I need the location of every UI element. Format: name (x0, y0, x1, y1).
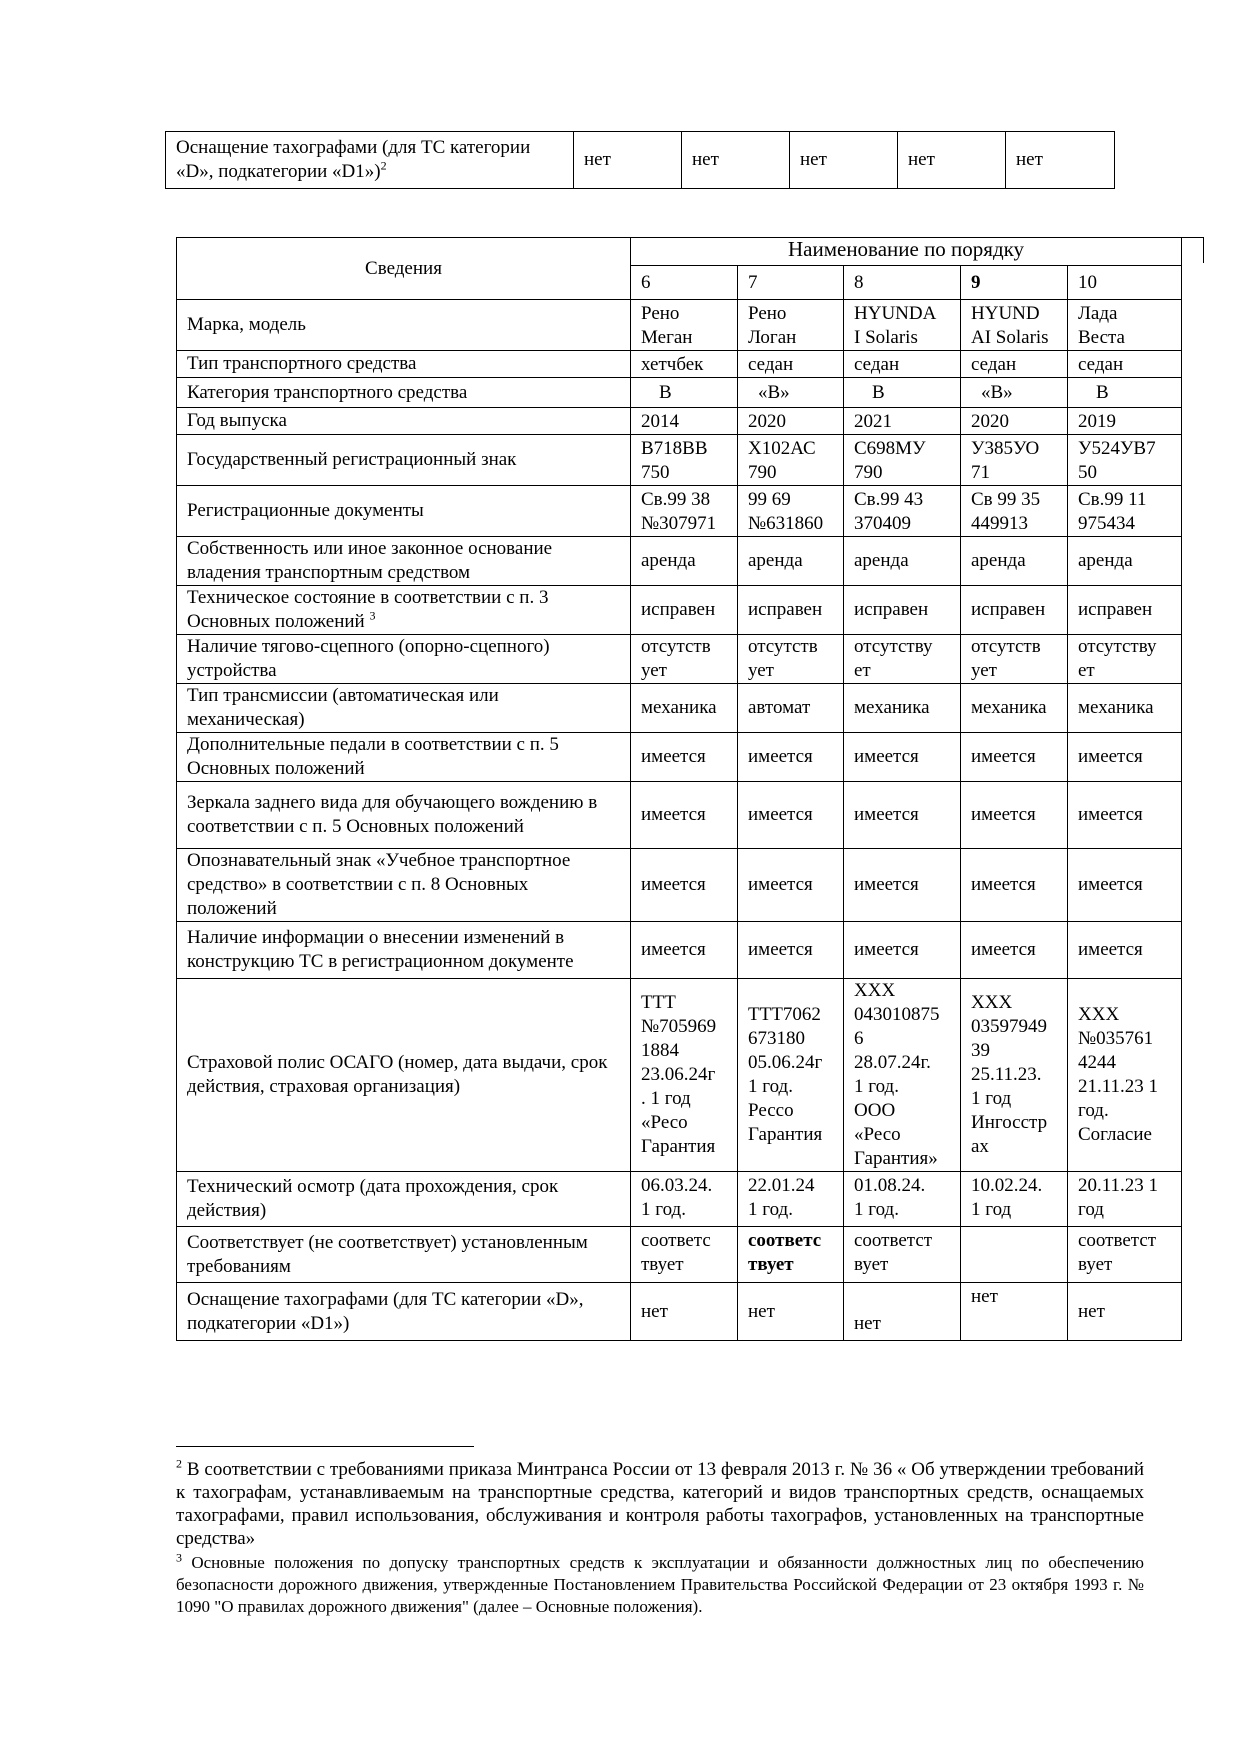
column-number: 8 (844, 266, 961, 300)
table-row (177, 408, 1182, 435)
value-cell (961, 1172, 1068, 1227)
value-text: ТТТ №705969 1884 23.06.24г . 1 год «Ресо Гарантия (641, 992, 717, 1157)
value-cell (738, 782, 844, 849)
row-label-text: Соответствует (не соответствует) установленным требованиям (187, 1231, 588, 1277)
value-text: аренда (641, 550, 696, 571)
value-text: имеется (854, 874, 919, 895)
value-cell (1068, 300, 1182, 351)
row-label-text: Оснащение тахографами (для ТС категории «D», подкатегории «D1») (187, 1288, 584, 1334)
value-cell (844, 1227, 961, 1283)
value-cell (844, 849, 961, 922)
value-text: седан (1078, 354, 1124, 375)
value-cell (738, 408, 844, 435)
table-border-overhang (1181, 237, 1204, 238)
value-text: имеется (748, 939, 813, 960)
value-cell (1068, 782, 1182, 849)
value-cell (961, 351, 1068, 378)
value-text: механика (854, 697, 930, 718)
footnote-text: Основные положения по допуску транспортных средств к эксплуатации и обязанности должностных лиц по обеспечению безопасности дорожного движения, утвержденные Постановлением Правительства Российской Федерации от 23 октября 1993 г. № 1090 "О правилах дорожного движения" (далее – Основные положения). (176, 1553, 1144, 1616)
row-label (177, 635, 631, 684)
value-text: отсутств ует (641, 636, 711, 681)
value-text: нет (748, 1300, 775, 1322)
footnote-ref: 3 (369, 608, 376, 623)
value-cell (961, 1227, 1068, 1283)
value-cell (961, 300, 1068, 351)
footnote-mark: 3 (176, 1550, 182, 1565)
value-cell (738, 1283, 844, 1341)
value-cell (631, 435, 738, 486)
table-row (177, 537, 1182, 586)
value-cell (1068, 733, 1182, 782)
column-number: 6 (631, 266, 738, 300)
value-text: Св.99 11 975434 (1078, 489, 1147, 534)
table-row (177, 586, 1182, 635)
value-cell (738, 300, 844, 351)
value-text: седан (854, 354, 900, 375)
value-cell (631, 782, 738, 849)
row-label (177, 1227, 631, 1283)
row-label (177, 922, 631, 979)
value-text: 22.01.24 1 год. (748, 1175, 815, 1220)
table-row (177, 1227, 1182, 1283)
value-text: ХХХ 043010875 6 28.07.24г. 1 год. ООО «Ресо Гарантия» (854, 980, 940, 1169)
value-cell (961, 486, 1068, 537)
value-cell: нет (1006, 132, 1115, 189)
value-text: имеется (1078, 804, 1143, 825)
row-label (177, 351, 631, 378)
value-cell (961, 635, 1068, 684)
value-cell (1068, 351, 1182, 378)
value-cell (844, 486, 961, 537)
footnote-ref: 2 (380, 158, 387, 173)
value-cell (738, 537, 844, 586)
value-text: исправен (641, 599, 716, 620)
group-header (631, 238, 1182, 266)
value-cell (1068, 979, 1182, 1172)
value-cell (844, 635, 961, 684)
value-text: Рено Логан (748, 303, 797, 348)
row-label-text: Зеркала заднего вида для обучающего вождению в соответствии с п. 5 Основных положений (187, 792, 598, 837)
value-text: имеется (854, 804, 919, 825)
value-cell (631, 351, 738, 378)
value-text: механика (641, 697, 717, 718)
value-cell (1068, 849, 1182, 922)
value-text: имеется (641, 804, 706, 825)
value-text: имеется (641, 939, 706, 960)
value-text: Рено Меган (641, 303, 693, 348)
table-row (177, 435, 1182, 486)
row-label (177, 1283, 631, 1341)
table-row (177, 1172, 1182, 1227)
value-cell: нет (790, 132, 898, 189)
value-text: отсутству ет (854, 636, 933, 681)
value-cell (631, 1172, 738, 1227)
table-row (177, 733, 1182, 782)
value-text: В718ВВ 750 (641, 438, 708, 483)
value-text: 10.02.24. 1 год (971, 1175, 1043, 1220)
row-label (177, 684, 631, 733)
value-text: соответст вует (854, 1230, 933, 1275)
row-label-text: Наличие тягово-сцепного (опорно-сцепного) устройства (187, 636, 550, 681)
table-row (177, 635, 1182, 684)
value-text: 2019 (1078, 411, 1116, 432)
value-cell (631, 378, 738, 408)
row-label (177, 435, 631, 486)
value-text: 2021 (854, 411, 892, 432)
column-number: 7 (738, 266, 844, 300)
value-text: Св 99 35 449913 (971, 489, 1041, 534)
value-text: соответс твует (641, 1230, 711, 1275)
value-text: отсутств ует (748, 636, 818, 681)
value-text: имеется (971, 939, 1036, 960)
value-cell (1068, 537, 1182, 586)
value-cell (844, 922, 961, 979)
value-text: 2020 (971, 411, 1009, 432)
value-cell (738, 1227, 844, 1283)
value-cell (844, 684, 961, 733)
value-cell (1068, 435, 1182, 486)
value-text: 06.03.24. 1 год. (641, 1175, 713, 1220)
value-cell (1068, 684, 1182, 733)
value-cell: нет (898, 132, 1006, 189)
value-text: седан (748, 354, 794, 375)
value-text: аренда (1078, 550, 1133, 571)
value-cell (961, 537, 1068, 586)
value-text: В (1096, 381, 1109, 403)
footnote-text: В соответствии с требованиями приказа Минтранса России от 13 февраля 2013 г. № 36 « Об утверждении требований к тахографам, устанавливаемым на транспортные средства, категорий и видов транспортных средств, оснащаемых тахографами, правил использования, обслуживания и контроля работы тахографов, установленных на транспортные средства» (176, 1459, 1144, 1549)
value-text: имеется (748, 874, 813, 895)
value-text: имеется (1078, 939, 1143, 960)
table-row (177, 1283, 1182, 1341)
row-label-text: Технический осмотр (дата прохождения, срок действия) (187, 1176, 559, 1221)
value-text: исправен (1078, 599, 1153, 620)
row-label-text: Тип транспортного средства (187, 353, 417, 374)
column-number: 10 (1068, 266, 1182, 300)
row-label (177, 849, 631, 922)
value-cell (961, 733, 1068, 782)
value-text: нет (971, 1286, 998, 1307)
value-text: имеется (854, 746, 919, 767)
row-label-text: Государственный регистрационный знак (187, 449, 517, 470)
value-text: У385УО 71 (971, 438, 1040, 483)
value-cell (961, 408, 1068, 435)
value-text: нет (1078, 1300, 1105, 1322)
table-row (177, 979, 1182, 1172)
value-text: имеется (641, 746, 706, 767)
footnote-mark: 2 (176, 1456, 182, 1471)
value-cell (1068, 635, 1182, 684)
value-text: «В» (981, 381, 1013, 403)
value-cell (1068, 408, 1182, 435)
value-cell (844, 408, 961, 435)
value-cell (961, 435, 1068, 486)
value-cell (1068, 486, 1182, 537)
value-cell (961, 782, 1068, 849)
footnote-divider (176, 1446, 474, 1447)
value-cell (1068, 922, 1182, 979)
value-text: имеется (641, 874, 706, 895)
value-cell (631, 849, 738, 922)
top-tachograph-table (165, 131, 1115, 189)
value-cell (631, 300, 738, 351)
value-cell (631, 922, 738, 979)
value-text: имеется (748, 746, 813, 767)
row-label-text: Наличие информации о внесении изменений в конструкцию ТС в регистрационном документе (187, 927, 574, 972)
value-cell (631, 733, 738, 782)
column-number: 9 (961, 266, 1068, 300)
value-text: 2020 (748, 411, 786, 432)
value-text: соответс твует (748, 1230, 822, 1275)
row-label-text: Техническое состояние в соответствии с п. 3 Основных положений (187, 587, 549, 632)
row-label-text: Год выпуска (187, 410, 287, 431)
value-cell (631, 1283, 738, 1341)
value-cell (961, 922, 1068, 979)
value-cell: нет (682, 132, 790, 189)
value-text: 01.08.24. 1 год. (854, 1175, 926, 1220)
footnote-2 (176, 1458, 1144, 1550)
row-label-text: Опознавательный знак «Учебное транспортное средство» в соответствии с п. 8 Основных положений (187, 850, 571, 919)
table-row (177, 486, 1182, 537)
table-row (177, 782, 1182, 849)
value-cell (738, 486, 844, 537)
value-cell (738, 586, 844, 635)
value-text: У524УВ7 50 (1078, 438, 1156, 483)
value-cell (738, 733, 844, 782)
value-cell (738, 684, 844, 733)
row-label (177, 979, 631, 1172)
value-cell (738, 635, 844, 684)
group-title: Наименование по порядку (787, 237, 1025, 261)
value-text: В (659, 381, 672, 403)
svedeniya-header: Сведения (177, 238, 631, 300)
value-text: исправен (854, 599, 929, 620)
value-cell (961, 378, 1068, 408)
value-cell (844, 733, 961, 782)
value-text: соответст вует (1078, 1230, 1157, 1275)
value-text: имеется (854, 939, 919, 960)
value-text: автомат (748, 697, 811, 718)
value-text: Св.99 43 370409 (854, 489, 924, 534)
value-text: нет (641, 1300, 668, 1322)
value-text: Лада Веста (1078, 303, 1125, 348)
value-cell (738, 1172, 844, 1227)
value-cell (844, 378, 961, 408)
value-cell (631, 979, 738, 1172)
row-label (177, 586, 631, 635)
row-label (177, 733, 631, 782)
value-cell (844, 782, 961, 849)
value-text: механика (1078, 697, 1154, 718)
value-cell (631, 537, 738, 586)
table-border-tick (1203, 237, 1204, 263)
row-label (177, 537, 631, 586)
value-text: «В» (758, 381, 790, 403)
value-text: исправен (971, 599, 1046, 620)
value-cell (844, 537, 961, 586)
value-cell (844, 979, 961, 1172)
value-cell (1068, 378, 1182, 408)
vehicle-info-table (176, 237, 1182, 1341)
row-label-text: Марка, модель (187, 314, 306, 335)
value-cell (844, 351, 961, 378)
value-text: имеется (971, 874, 1036, 895)
value-text: аренда (971, 550, 1026, 571)
value-text: имеется (1078, 874, 1143, 895)
value-cell (1068, 1172, 1182, 1227)
row-label (177, 378, 631, 408)
row-label-text: Страховой полис ОСАГО (номер, дата выдачи, срок действия, страховая организация) (187, 1052, 608, 1097)
footnotes (176, 1458, 1144, 1618)
table-row (177, 684, 1182, 733)
value-text: 99 69 №631860 (748, 489, 824, 534)
row-label-text: Дополнительные педали в соответствии с п. 5 Основных положений (187, 734, 559, 779)
value-text: имеется (748, 804, 813, 825)
row-label-text: Тип трансмиссии (автоматическая или механическая) (187, 685, 499, 730)
value-text: HYUND AI Solaris (971, 303, 1049, 348)
header-row (177, 238, 1182, 266)
value-cell (738, 378, 844, 408)
value-cell (631, 486, 738, 537)
row-label-text: Собственность или иное законное основание владения транспортным средством (187, 538, 553, 583)
value-cell (1068, 586, 1182, 635)
value-text: аренда (748, 550, 803, 571)
value-cell (738, 979, 844, 1172)
value-text: С698МУ 790 (854, 438, 926, 483)
value-text: 2014 (641, 411, 679, 432)
value-text: ТТТ7062 673180 05.06.24г 1 год. Рессо Гарантия (748, 1004, 823, 1145)
value-cell (844, 586, 961, 635)
table-row (166, 132, 1115, 189)
value-cell (631, 684, 738, 733)
value-cell (738, 351, 844, 378)
row-label: Оснащение тахографами (для ТС категории «D», подкатегории «D1»)$^2$ (166, 132, 574, 189)
value-cell (631, 408, 738, 435)
value-cell (961, 979, 1068, 1172)
value-cell (631, 1227, 738, 1283)
value-cell (1068, 1227, 1182, 1283)
value-text: механика (971, 697, 1047, 718)
table-row (177, 849, 1182, 922)
value-text: нет (854, 1313, 881, 1334)
row-label (177, 782, 631, 849)
value-text: Х102АС 790 (748, 438, 816, 483)
value-text: Св.99 38 №307971 (641, 489, 717, 534)
value-cell (844, 1283, 961, 1341)
value-cell: нет (574, 132, 682, 189)
value-text: В (872, 381, 885, 403)
value-cell (961, 849, 1068, 922)
value-cell (961, 1283, 1068, 1341)
value-cell (1068, 1283, 1182, 1341)
table-row (177, 351, 1182, 378)
value-text: HYUNDA I Solaris (854, 303, 937, 348)
row-label (177, 300, 631, 351)
row-label (177, 1172, 631, 1227)
value-text: ХХХ 03597949 39 25.11.23. 1 год Ингосстр ах (971, 992, 1048, 1157)
value-cell (738, 922, 844, 979)
value-cell (738, 435, 844, 486)
value-text: ХХХ №035761 4244 21.11.23 1 год. Согласие (1078, 1004, 1159, 1145)
value-cell (961, 586, 1068, 635)
value-cell (844, 300, 961, 351)
value-text: имеется (971, 804, 1036, 825)
value-cell (961, 684, 1068, 733)
value-text: седан (971, 354, 1017, 375)
row-label-text: Категория транспортного средства (187, 381, 468, 403)
value-text: хетчбек (641, 354, 704, 375)
table-row (177, 922, 1182, 979)
row-label (177, 486, 631, 537)
value-cell (844, 1172, 961, 1227)
table-row (177, 378, 1182, 408)
value-text: аренда (854, 550, 909, 571)
row-label-text: Регистрационные документы (187, 500, 424, 521)
value-text: имеется (971, 746, 1036, 767)
value-cell (631, 586, 738, 635)
row-label (177, 408, 631, 435)
table-body (177, 300, 1182, 1341)
table-row (177, 300, 1182, 351)
value-cell (631, 635, 738, 684)
value-cell (738, 849, 844, 922)
footnote-3 (176, 1552, 1144, 1618)
value-text: отсутств ует (971, 636, 1041, 681)
value-cell (844, 435, 961, 486)
value-text: отсутству ет (1078, 636, 1157, 681)
value-text: 20.11.23 1 год (1078, 1175, 1159, 1220)
value-text: исправен (748, 599, 823, 620)
value-text: имеется (1078, 746, 1143, 767)
